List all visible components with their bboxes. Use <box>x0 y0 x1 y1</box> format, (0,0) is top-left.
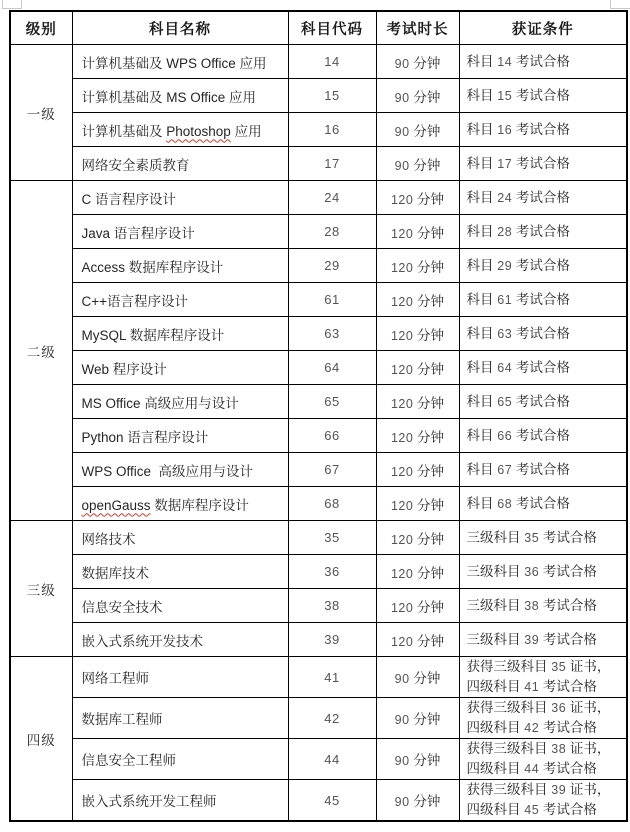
numeric-text: 35 <box>324 530 340 545</box>
numeric-text: 120 <box>390 430 414 445</box>
subject-name-cell: Python 语言程序设计 <box>72 419 288 453</box>
numeric-text: 120 <box>390 566 414 581</box>
subject-row <box>10 419 627 453</box>
header-cell-cert: 获证条件 <box>459 11 627 45</box>
subject-row <box>10 45 627 79</box>
numeric-text: 120 <box>390 328 414 343</box>
subject-code-cell <box>288 589 376 623</box>
subject-code-cell <box>288 623 376 657</box>
cert-condition-cell: 科目 64 考试合格 <box>459 351 627 385</box>
subject-name-cell: 数据库技术 <box>72 555 288 589</box>
exam-duration-cell: 120 分钟 <box>376 589 459 623</box>
subject-code-cell <box>288 780 376 822</box>
exam-duration-cell: 90 分钟 <box>376 45 459 79</box>
cert-condition-cell: 科目 28 考试合格 <box>459 215 627 249</box>
exam-duration-cell: 120 分钟 <box>376 283 459 317</box>
subject-code-cell <box>288 351 376 385</box>
subject-name-cell: 计算机基础及 WPS Office 应用 <box>72 45 288 79</box>
numeric-text: 64 <box>497 360 513 375</box>
numeric-text: 63 <box>497 326 513 341</box>
numeric-text: 65 <box>324 394 340 409</box>
numeric-text: 90 <box>394 754 410 768</box>
numeric-text: 90 <box>394 56 410 71</box>
subject-name-cell: 数据库工程师 <box>72 698 288 739</box>
subject-name-cell: MS Office 高级应用与设计 <box>72 385 288 419</box>
subject-code-cell <box>288 317 376 351</box>
numeric-text: 36 <box>524 564 540 579</box>
exam-duration-cell: 120 分钟 <box>376 623 459 657</box>
subject-name-cell: 嵌入式系统开发技术 <box>72 623 288 657</box>
exam-duration-cell: 120 分钟 <box>376 487 459 521</box>
subject-code-cell <box>288 739 376 780</box>
numeric-text: 45 <box>524 803 540 817</box>
numeric-text: 90 <box>394 672 410 686</box>
exam-duration-cell: 90 分钟 <box>376 79 459 113</box>
numeric-text: 36 <box>324 564 340 579</box>
subject-name-cell: 嵌入式系统开发工程师 <box>72 780 288 822</box>
header-cell-duration: 考试时长 <box>376 11 459 45</box>
exam-duration-cell: 120 分钟 <box>376 555 459 589</box>
exam-duration-cell: 120 分钟 <box>376 249 459 283</box>
numeric-text: 120 <box>390 396 414 411</box>
numeric-text: 15 <box>497 88 513 103</box>
subject-code-cell <box>288 249 376 283</box>
numeric-text: 68 <box>497 496 513 511</box>
numeric-text: 24 <box>497 190 513 205</box>
subject-row <box>10 698 627 739</box>
cert-condition-cell: 科目 68 考试合格 <box>459 487 627 521</box>
subject-row <box>10 555 627 589</box>
numeric-text: 15 <box>324 88 340 103</box>
exam-duration-cell: 120 分钟 <box>376 521 459 555</box>
level-cell: 四级 <box>10 657 72 822</box>
subject-code-cell <box>288 113 376 147</box>
numeric-text: 39 <box>324 632 340 647</box>
numeric-text: 41 <box>324 669 340 685</box>
subject-row <box>10 739 627 780</box>
subject-name-cell: Java 语言程序设计 <box>72 215 288 249</box>
subject-code-cell <box>288 487 376 521</box>
numeric-text: 36 <box>551 701 567 716</box>
numeric-text: 90 <box>394 713 410 727</box>
cert-condition-cell: 获得三级科目 38 证书， 四级科目 44 考试合格 <box>459 739 627 780</box>
exam-duration-cell: 90 分钟 <box>376 147 459 181</box>
subject-row <box>10 249 627 283</box>
subject-code-cell <box>288 79 376 113</box>
numeric-text: 38 <box>551 742 567 757</box>
subject-code-cell <box>288 45 376 79</box>
numeric-text: 120 <box>390 226 414 241</box>
numeric-text: 44 <box>324 751 340 767</box>
subject-code-cell <box>288 147 376 181</box>
cert-condition-cell: 三级科目 35 考试合格 <box>459 521 627 555</box>
subject-row <box>10 113 627 147</box>
numeric-text: 120 <box>390 294 414 309</box>
numeric-text: 14 <box>497 54 513 69</box>
table-handle-artifact-left <box>2 0 22 9</box>
exam-duration-cell: 90 分钟 <box>376 657 459 698</box>
numeric-text: 66 <box>324 428 340 443</box>
numeric-text: 120 <box>390 634 414 649</box>
cert-condition-cell: 科目 24 考试合格 <box>459 181 627 215</box>
subject-code-cell <box>288 453 376 487</box>
cert-condition-cell: 科目 66 考试合格 <box>459 419 627 453</box>
subject-code-cell <box>288 657 376 698</box>
numeric-text: 90 <box>394 124 410 139</box>
subject-row <box>10 351 627 385</box>
subject-code-cell <box>288 181 376 215</box>
cert-condition-cell: 科目 14 考试合格 <box>459 45 627 79</box>
subject-row <box>10 589 627 623</box>
numeric-text: 17 <box>324 156 340 171</box>
subject-code-cell <box>288 385 376 419</box>
numeric-text: 42 <box>524 721 540 735</box>
subject-row <box>10 623 627 657</box>
numeric-text: 120 <box>390 362 414 377</box>
cert-condition-cell: 三级科目 39 考试合格 <box>459 623 627 657</box>
numeric-text: 65 <box>497 394 513 409</box>
subject-name-cell: Access 数据库程序设计 <box>72 249 288 283</box>
subject-row <box>10 181 627 215</box>
subject-row <box>10 657 627 698</box>
numeric-text: 28 <box>324 224 340 239</box>
numeric-text: 64 <box>324 360 340 375</box>
subject-name-cell: C++语言程序设计 <box>72 283 288 317</box>
numeric-text: 38 <box>324 598 340 613</box>
header-cell-code: 科目代码 <box>288 11 376 45</box>
numeric-text: 67 <box>497 462 513 477</box>
subject-code-cell <box>288 419 376 453</box>
subject-name-cell: 网络安全素质教育 <box>72 147 288 181</box>
numeric-text: 42 <box>324 710 340 726</box>
subject-row <box>10 317 627 351</box>
numeric-text: 44 <box>524 762 540 776</box>
cert-condition-cell: 科目 65 考试合格 <box>459 385 627 419</box>
subject-row <box>10 283 627 317</box>
subject-row <box>10 79 627 113</box>
subject-code-cell <box>288 521 376 555</box>
cert-condition-cell: 获得三级科目 35 证书， 四级科目 41 考试合格 <box>459 657 627 698</box>
exam-duration-cell: 120 分钟 <box>376 181 459 215</box>
table-handle-artifact-right <box>610 0 630 9</box>
spellcheck-underlined-word: Photoshop <box>166 123 231 139</box>
level-cell: 一级 <box>10 45 72 181</box>
subject-name-cell: 信息安全技术 <box>72 589 288 623</box>
level-cell: 三级 <box>10 521 72 657</box>
numeric-text: 90 <box>394 158 410 173</box>
table-body <box>10 45 627 822</box>
subject-name-cell: openGauss 数据库程序设计 <box>72 487 288 521</box>
cert-condition-cell: 获得三级科目 39 证书， 四级科目 45 考试合格 <box>459 780 627 822</box>
numeric-text: 90 <box>394 90 410 105</box>
subject-row <box>10 453 627 487</box>
numeric-text: 24 <box>324 190 340 205</box>
subject-name-cell: MySQL 数据库程序设计 <box>72 317 288 351</box>
numeric-text: 120 <box>390 260 414 275</box>
subject-name-cell: Web 程序设计 <box>72 351 288 385</box>
numeric-text: 45 <box>324 792 340 808</box>
numeric-text: 35 <box>524 530 540 545</box>
exam-duration-cell: 90 分钟 <box>376 780 459 822</box>
subject-row <box>10 487 627 521</box>
subject-row <box>10 521 627 555</box>
header-cell-name: 科目名称 <box>72 11 288 45</box>
numeric-text: 35 <box>551 660 567 675</box>
subject-name-cell: 计算机基础及 MS Office 应用 <box>72 79 288 113</box>
subject-name-cell: 信息安全工程师 <box>72 739 288 780</box>
cert-condition-cell: 科目 61 考试合格 <box>459 283 627 317</box>
cert-condition-cell: 科目 15 考试合格 <box>459 79 627 113</box>
exam-duration-cell: 120 分钟 <box>376 419 459 453</box>
subject-row <box>10 780 627 822</box>
numeric-text: 16 <box>324 122 340 137</box>
numeric-text: 61 <box>497 292 513 307</box>
numeric-text: 67 <box>324 462 340 477</box>
header-cell-level: 级别 <box>10 11 72 45</box>
numeric-text: 90 <box>394 795 410 809</box>
subject-code-cell <box>288 555 376 589</box>
numeric-text: 16 <box>497 122 513 137</box>
exam-duration-cell: 90 分钟 <box>376 739 459 780</box>
exam-duration-cell: 120 分钟 <box>376 453 459 487</box>
numeric-text: 120 <box>390 498 414 513</box>
numeric-text: 17 <box>497 156 513 171</box>
numeric-text: 120 <box>390 192 414 207</box>
subject-row <box>10 215 627 249</box>
cert-condition-cell: 科目 29 考试合格 <box>459 249 627 283</box>
subject-row <box>10 385 627 419</box>
subject-name-cell: C 语言程序设计 <box>72 181 288 215</box>
cert-condition-cell: 三级科目 36 考试合格 <box>459 555 627 589</box>
numeric-text: 68 <box>324 496 340 511</box>
cert-condition-cell: 科目 67 考试合格 <box>459 453 627 487</box>
exam-duration-cell: 120 分钟 <box>376 385 459 419</box>
header-row <box>10 11 627 45</box>
subject-code-cell <box>288 698 376 739</box>
exam-subjects-table <box>9 10 628 822</box>
spellcheck-underlined-word: openGauss <box>81 497 151 513</box>
subject-code-cell <box>288 283 376 317</box>
numeric-text: 61 <box>324 292 340 307</box>
subject-name-cell: WPS Office 高级应用与设计 <box>72 453 288 487</box>
exam-duration-cell: 90 分钟 <box>376 698 459 739</box>
subject-name-cell: 网络技术 <box>72 521 288 555</box>
numeric-text: 28 <box>497 224 513 239</box>
numeric-text: 39 <box>524 632 540 647</box>
numeric-text: 38 <box>524 598 540 613</box>
subject-name-cell: 网络工程师 <box>72 657 288 698</box>
exam-duration-cell: 120 分钟 <box>376 351 459 385</box>
numeric-text: 63 <box>324 326 340 341</box>
cert-condition-cell: 获得三级科目 36 证书， 四级科目 42 考试合格 <box>459 698 627 739</box>
numeric-text: 39 <box>551 783 567 798</box>
cert-condition-cell: 科目 16 考试合格 <box>459 113 627 147</box>
numeric-text: 29 <box>497 258 513 273</box>
exam-duration-cell: 90 分钟 <box>376 113 459 147</box>
numeric-text: 66 <box>497 428 513 443</box>
numeric-text: 120 <box>390 600 414 615</box>
exam-duration-cell: 120 分钟 <box>376 215 459 249</box>
subject-code-cell <box>288 215 376 249</box>
numeric-text: 41 <box>524 680 540 694</box>
cert-condition-cell: 三级科目 38 考试合格 <box>459 589 627 623</box>
cert-condition-cell: 科目 17 考试合格 <box>459 147 627 181</box>
subject-row <box>10 147 627 181</box>
exam-duration-cell: 120 分钟 <box>376 317 459 351</box>
level-cell: 二级 <box>10 181 72 521</box>
cert-condition-cell: 科目 63 考试合格 <box>459 317 627 351</box>
numeric-text: 29 <box>324 258 340 273</box>
numeric-text: 14 <box>324 54 340 69</box>
numeric-text: 120 <box>390 464 414 479</box>
numeric-text: 120 <box>390 532 414 547</box>
subject-name-cell: 计算机基础及 Photoshop 应用 <box>72 113 288 147</box>
